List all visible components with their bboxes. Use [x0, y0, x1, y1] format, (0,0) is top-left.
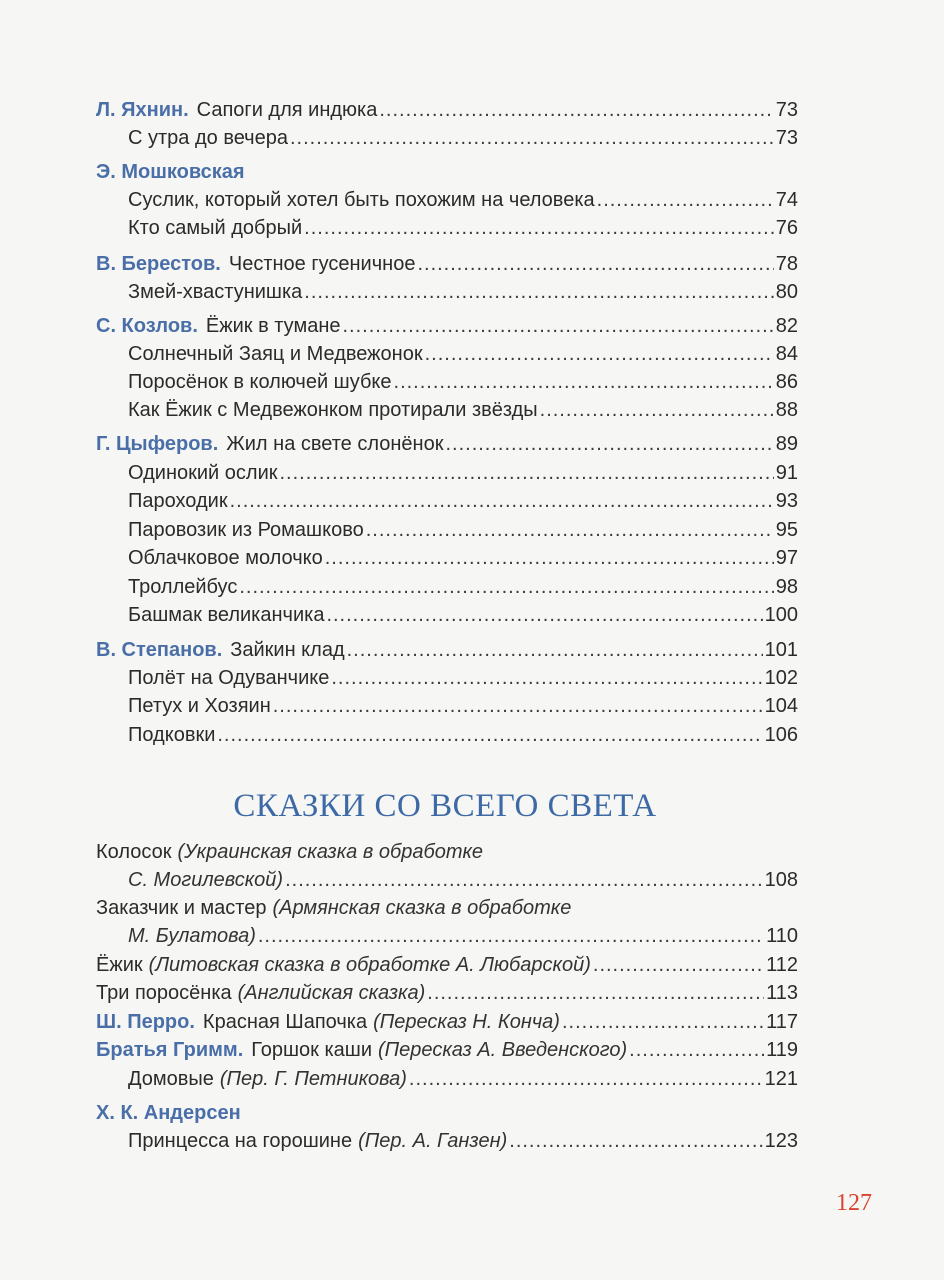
leader-dots [304, 278, 773, 306]
leader-dots [445, 430, 773, 458]
entry-page: 110 [766, 925, 798, 947]
entry-note: (Армянская сказка в обработке [272, 897, 572, 919]
entry-page: 80 [775, 281, 798, 303]
entry-title: Домовые [128, 1068, 214, 1090]
leader-dots [366, 516, 774, 544]
toc-entry[interactable] [128, 368, 798, 396]
entry-page: 100 [764, 604, 798, 626]
entry-author: В. Степанов. [96, 639, 223, 661]
leader-dots [325, 544, 774, 572]
entry-page: 73 [775, 99, 798, 121]
entry-page: 91 [775, 462, 798, 484]
entry-title: Башмак великанчика [128, 604, 325, 626]
entry-title: Горшок каши [251, 1039, 373, 1061]
entry-page: 97 [775, 547, 798, 569]
entry-title: Ёжик в тумане [205, 315, 341, 337]
leader-dots [343, 312, 774, 340]
entry-title: Суслик, который хотел быть похожим на человека [128, 189, 595, 211]
leader-dots [239, 573, 773, 601]
leader-dots [230, 487, 774, 515]
entry-title: Полёт на Одуванчике [128, 667, 330, 689]
toc-entry[interactable] [96, 1008, 798, 1036]
entry-page: 78 [775, 253, 798, 275]
toc-entry[interactable] [128, 459, 798, 487]
entry-page: 74 [775, 189, 798, 211]
leader-dots [285, 866, 763, 894]
entry-page: 86 [775, 371, 798, 393]
toc-entry[interactable] [128, 866, 798, 894]
entry-title: Зайкин клад [230, 639, 345, 661]
entry-title: Подковки [128, 724, 216, 746]
entry-author: Л. Яхнин. [96, 99, 189, 121]
entry-title: Красная Шапочка [202, 1011, 368, 1033]
toc-author-heading [96, 1099, 798, 1127]
entry-page: 108 [764, 869, 798, 891]
entry-title: Кто самый добрый [128, 217, 303, 239]
entry-page: 73 [775, 127, 798, 149]
entry-author: Э. Мошковская [96, 161, 245, 183]
toc-entry[interactable] [96, 430, 798, 458]
entry-author: В. Берестов. [96, 253, 221, 275]
entry-title: Колосок [96, 841, 172, 863]
toc-entry[interactable] [128, 721, 798, 749]
entry-page: 106 [764, 724, 798, 746]
toc-entry-line[interactable] [96, 894, 798, 922]
leader-dots [273, 692, 763, 720]
toc-entry[interactable] [128, 487, 798, 515]
toc-entry[interactable] [96, 250, 798, 278]
entry-page: 98 [775, 576, 798, 598]
toc-entry[interactable] [128, 1065, 798, 1093]
leader-dots [593, 951, 764, 979]
entry-title: Как Ёжик с Медвежонком протирали звёзды [128, 399, 538, 421]
leader-dots [304, 214, 774, 242]
entry-title: С утра до вечера [128, 127, 288, 149]
leader-dots [290, 124, 774, 152]
entry-page: 104 [764, 695, 798, 717]
toc-entry[interactable] [96, 979, 798, 1007]
entry-page: 89 [775, 433, 798, 455]
toc-entry[interactable] [128, 186, 798, 214]
entry-page: 101 [764, 639, 798, 661]
toc-entry[interactable] [128, 516, 798, 544]
leader-dots [509, 1127, 762, 1155]
entry-note: М. Булатова) [128, 925, 256, 947]
entry-author: Х. К. Андерсен [96, 1102, 241, 1124]
entry-page: 117 [766, 1011, 798, 1033]
toc-entry[interactable] [128, 214, 798, 242]
entry-page: 112 [766, 954, 798, 976]
entry-title: Поросёнок в колючей шубке [128, 371, 392, 393]
entry-author: Ш. Перро. [96, 1011, 195, 1033]
leader-dots [562, 1008, 764, 1036]
entry-note: (Английская сказка) [237, 982, 426, 1004]
entry-title: Одинокий ослик [128, 462, 278, 484]
entry-title: Жил на свете слонёнок [226, 433, 444, 455]
entry-title: Троллейбус [128, 576, 238, 598]
leader-dots [258, 922, 764, 950]
leader-dots [417, 250, 773, 278]
entry-page: 102 [764, 667, 798, 689]
entry-note: С. Могилевской) [128, 869, 284, 891]
toc-entry[interactable] [96, 96, 798, 124]
leader-dots [597, 186, 774, 214]
leader-dots [217, 721, 762, 749]
entry-note: (Литовская сказка в обработке А. Любарской) [148, 954, 591, 976]
entry-title: Петух и Хозяин [128, 695, 271, 717]
entry-note: (Пер. Г. Петникова) [219, 1068, 407, 1090]
entry-title: Сапоги для индюка [196, 99, 378, 121]
leader-dots [629, 1036, 764, 1064]
toc-entry[interactable] [128, 396, 798, 424]
entry-title: Заказчик и мастер [96, 897, 267, 919]
leader-dots [331, 664, 762, 692]
toc-entry[interactable] [128, 278, 798, 306]
section-heading: СКАЗКИ СО ВСЕГО СВЕТА [233, 788, 657, 824]
entry-title: Паровозик из Ромашково [128, 519, 364, 541]
leader-dots [425, 340, 774, 368]
entry-page: 123 [764, 1130, 798, 1152]
toc-entry[interactable] [128, 340, 798, 368]
entry-title: Пароходик [128, 490, 228, 512]
toc-entry-line[interactable] [96, 838, 798, 866]
leader-dots [394, 368, 774, 396]
entry-title: Ёжик [96, 954, 143, 976]
entry-page: 93 [775, 490, 798, 512]
entry-page: 82 [775, 315, 798, 337]
entry-page: 88 [775, 399, 798, 421]
entry-title: Облачковое молочко [128, 547, 323, 569]
entry-note: (Украинская сказка в обработке [177, 841, 484, 863]
toc-entry[interactable] [96, 636, 798, 664]
toc-author-heading [96, 158, 798, 186]
leader-dots [280, 459, 774, 487]
entry-title: Принцесса на горошине [128, 1130, 353, 1152]
entry-page: 121 [764, 1068, 798, 1090]
toc-entry[interactable] [128, 692, 798, 720]
toc-entry[interactable] [96, 312, 798, 340]
entry-page: 76 [775, 217, 798, 239]
toc-entry[interactable] [128, 573, 798, 601]
entry-title: Солнечный Заяц и Медвежонок [128, 343, 423, 365]
entry-page: 113 [766, 982, 798, 1004]
toc-entry[interactable] [128, 664, 798, 692]
entry-title: Змей-хвастунишка [128, 281, 303, 303]
toc-entry[interactable] [128, 124, 798, 152]
leader-dots [540, 396, 774, 424]
entry-page: 84 [775, 343, 798, 365]
entry-author: С. Козлов. [96, 315, 198, 337]
entry-author: Г. Цыферов. [96, 433, 219, 455]
entry-title: Честное гусеничное [228, 253, 416, 275]
toc-entry[interactable] [96, 1036, 798, 1064]
entry-author: Братья Гримм. [96, 1039, 244, 1061]
entry-page: 95 [775, 519, 798, 541]
toc-entry[interactable] [128, 544, 798, 572]
leader-dots [409, 1065, 763, 1093]
entry-title: Три поросёнка [96, 982, 232, 1004]
leader-dots [347, 636, 763, 664]
entry-page: 119 [766, 1039, 798, 1061]
entry-note: (Пересказ А. Введенского) [378, 1039, 628, 1061]
toc-entry[interactable] [128, 601, 798, 629]
leader-dots [379, 96, 773, 124]
toc-entry[interactable] [96, 951, 798, 979]
entry-note: (Пер. А. Ганзен) [358, 1130, 508, 1152]
entry-note: (Пересказ Н. Конча) [373, 1011, 560, 1033]
toc-entry[interactable] [128, 922, 798, 950]
leader-dots [427, 979, 764, 1007]
page-number: 127 [836, 1190, 872, 1216]
leader-dots [326, 601, 762, 629]
toc-entry[interactable] [128, 1127, 798, 1155]
